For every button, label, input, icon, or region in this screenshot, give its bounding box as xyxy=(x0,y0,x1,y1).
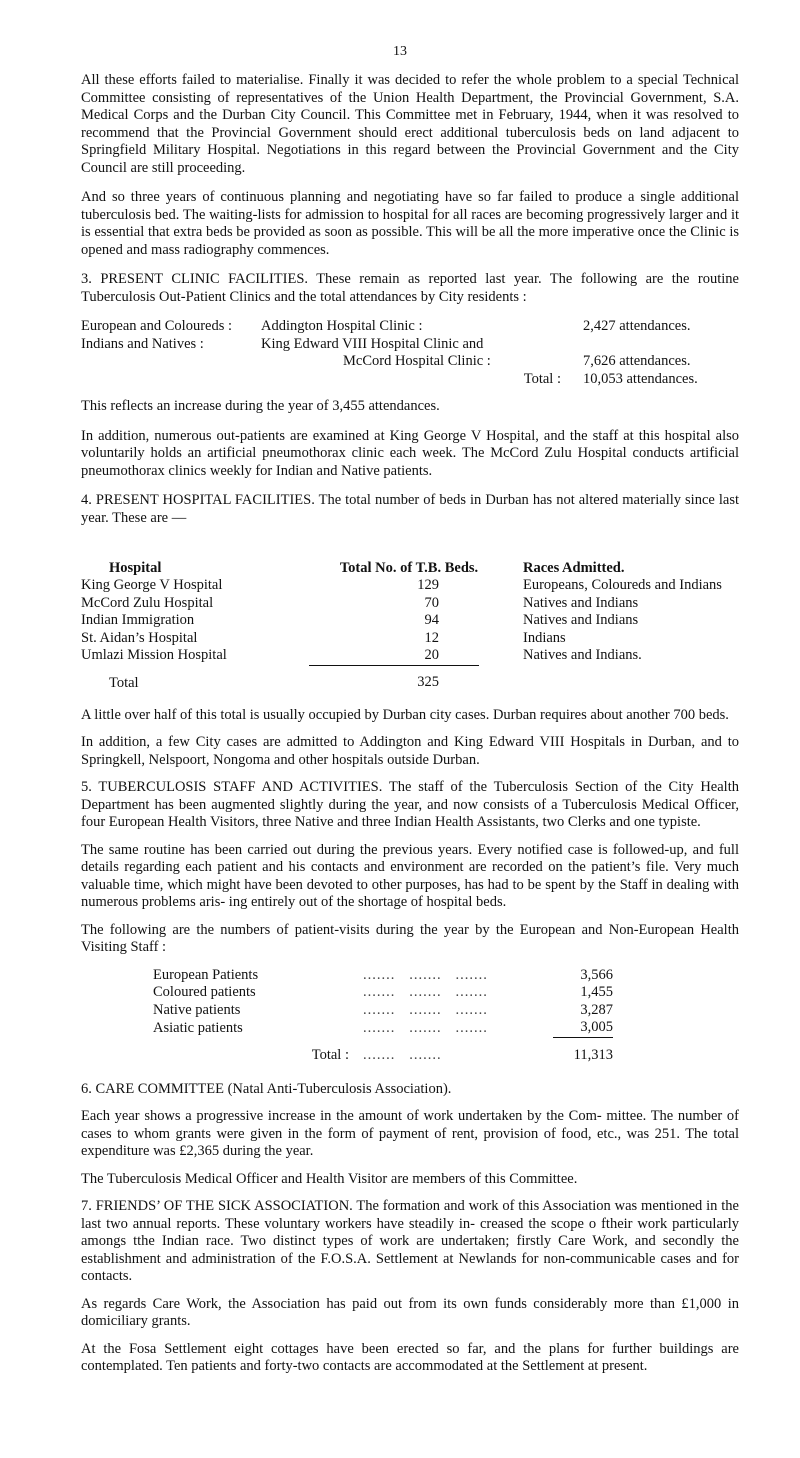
table-row: Coloured patients ....... ....... ....... 1,455 xyxy=(153,984,613,1001)
table-row: Asiatic patients ....... ....... ....... 3,005 xyxy=(153,1019,613,1036)
visit-label: Native patients xyxy=(153,1001,241,1018)
hospital-beds-table xyxy=(81,541,761,693)
table-row xyxy=(81,630,761,648)
att-value: 7,626 attendances. xyxy=(583,353,691,369)
col-header-hospital: Hospital xyxy=(109,560,162,576)
paragraph-out-patients: In addition, numerous out-patients are examined at King George V Hospital, and the staff at this hospital also voluntarily holds an artificial pneumothorax clinic each week. The McCord Zulu Hospital conducts artificial pneumothorax clinics weekly for Indian and Native patients. xyxy=(81,427,739,479)
visits-total-value: 11,313 xyxy=(553,1037,613,1065)
patient-visits-table xyxy=(153,967,613,1065)
table-row: European Patients ....... ....... ....... 3,566 xyxy=(153,966,613,983)
visit-value: 3,287 xyxy=(580,1001,613,1018)
visit-label: Coloured patients xyxy=(153,984,256,1001)
hospital-beds: 12 xyxy=(424,629,439,646)
att-total-label: Total : xyxy=(523,370,561,387)
hospital-name: McCord Zulu Hospital xyxy=(81,594,214,611)
table-total-row xyxy=(81,665,761,693)
paragraph-care-members: The Tuberculosis Medical Officer and Health Visitor are members of this Committee. xyxy=(81,1170,578,1187)
page-number: 13 xyxy=(393,44,407,59)
visits-total-label: Total : xyxy=(311,1047,349,1064)
paragraph-technical-committee: All these efforts failed to materialise. Finally it was decided to refer the whole problem to a special Technical Committee consisting of representatives of the Union Health Department, the Provincial Government, S.A. Medical Corps and the Durban City Council. This Committee met in February, 1944, when it was resolved to recommend that the Provincial Government should erect additional tuberculosis beds on land adjacent to Springfield Military Hospital. Negotiations in this regard between the Provincial Government and the City Council are still proceeding. xyxy=(81,72,739,176)
table-row xyxy=(81,647,761,665)
paragraph-patient-visits-intro: The following are the numbers of patient-visits during the year by the European and Non-European Health Visiting Staff : xyxy=(81,921,739,955)
att-clinic: Addington Hospital Clinic : xyxy=(261,318,423,334)
hospital-beds: 20 xyxy=(424,647,439,663)
paragraph-other-hospitals: In addition, a few City cases are admitted to Addington and King Edward VIII Hospitals in Durban, and to Springkell, Nelspoort, Nongoma and other hospitals outside Durban. xyxy=(81,734,739,768)
hospital-total-beds: 325 xyxy=(309,665,479,693)
att-group: Indians and Natives : xyxy=(81,335,204,352)
visit-value: 1,455 xyxy=(580,984,613,1001)
hospital-races: Natives and Indians. xyxy=(523,647,642,663)
col-header-beds: Total No. of T.B. Beds. xyxy=(339,560,479,576)
hospital-races: Indians xyxy=(523,629,566,646)
hospital-beds: 129 xyxy=(417,577,439,593)
paragraph-planning: And so three years of continuous planning and negotiating have so far failed to produce a single additional tuberculosis bed. The waiting-lists for admission to hospital for all races are becoming progressively larger and it is essential that extra beds be provided as soon as possible. This will be all the more imperative once the Clinic is opened and mass radiography commences. xyxy=(81,189,739,258)
hospital-races: Natives and Indians xyxy=(523,612,639,628)
visit-value: 3,005 xyxy=(580,1019,613,1036)
paragraph-fosa: At the Fosa Settlement eight cottages have been erected so far, and the plans for further buildings are contemplated. Ten patients and forty-two contacts are accommodated at the Settlement at present. xyxy=(81,1340,739,1374)
paragraph-care-committee: 6. CARE COMMITTEE (Natal Anti-Tuberculosis Association). xyxy=(81,1080,452,1097)
att-clinic: McCord Hospital Clinic : xyxy=(343,353,491,369)
paragraph-routine: The same routine has been carried out during the previous years. Every notified case is followed-up, and full details regarding each patient and his contacts and environment are recorded on the patient’s file. Very much valuable time, which might have been devoted to other purposes, has had to be spent by the Staff in dealing with numerous problems aris- ing entirely out of the shortage of hospital beds. xyxy=(81,841,739,910)
hospital-races: Europeans, Coloureds and Indians xyxy=(523,577,722,593)
hospital-name: St. Aidan’s Hospital xyxy=(81,629,198,646)
hospital-beds: 94 xyxy=(424,612,439,628)
visit-value: 3,566 xyxy=(580,966,613,983)
hospital-total-label: Total xyxy=(109,675,139,691)
paragraph-care-grants: As regards Care Work, the Association has paid out from its own funds considerably more than £1,000 in domiciliary grants. xyxy=(81,1295,739,1329)
att-total-value: 10,053 attendances. xyxy=(583,370,698,387)
hospital-name: Umlazi Mission Hospital xyxy=(81,647,227,663)
paragraph-occupancy: A little over half of this total is usually occupied by Durban city cases. Durban requires about another 700 beds. xyxy=(81,706,729,723)
hospital-name: Indian Immigration xyxy=(81,612,195,628)
paragraph-care-work: Each year shows a progressive increase in the amount of work undertaken by the Com- mittee. The number of cases to whom grants were given in the form of payment of rent, provision of food, etc., was 251. The total expenditure was £2,365 during the year. xyxy=(81,1108,739,1159)
table-total-row: Total : ....... ....... 11,313 xyxy=(153,1037,613,1065)
att-clinic: King Edward VIII Hospital Clinic and xyxy=(261,335,484,352)
paragraph-increase: This reflects an increase during the year of 3,455 attendances. xyxy=(81,398,440,414)
att-group: European and Coloureds : xyxy=(81,318,233,334)
table-row xyxy=(81,612,761,630)
visit-label: Asiatic patients xyxy=(153,1019,243,1036)
attendance-table xyxy=(81,318,698,388)
table-row xyxy=(81,595,761,613)
hospital-beds: 70 xyxy=(424,594,439,611)
att-value: 2,427 attendances. xyxy=(583,318,691,334)
paragraph-staff: 5. TUBERCULOSIS STAFF AND ACTIVITIES. The staff of the Tuberculosis Section of the City Health Department has been augmented slightly during the year, and now consists of a Tuberculosis Medical Officer, four European Health Visitors, three Native and three Indian Health Assistants, two Clerks and one typiste. xyxy=(81,779,739,830)
table-row: Native patients ....... ....... ....... 3,287 xyxy=(153,1001,613,1018)
hospital-name: King George V Hospital xyxy=(81,577,223,593)
paragraph-clinic-facilities: 3. PRESENT CLINIC FACILITIES. These remain as reported last year. The following are the routine Tuberculosis Out-Patient Clinics and the total attendances by City residents : xyxy=(81,271,739,305)
paragraph-friends: 7. FRIENDS’ OF THE SICK ASSOCIATION. The formation and work of this Association was mentioned in the last two annual reports. These voluntary workers have steadily in- creased the scope o ftheir work particularly amongs tthe Indian race. Two distinct types of work are undertaken; firstly Care Work, and secondly the establishment and administration of the F.O.S.A. Settlement at Newlands for non-communicable cases and for contacts. xyxy=(81,1198,739,1284)
visit-label: European Patients xyxy=(153,966,259,983)
col-header-races: Races Admitted. xyxy=(523,560,625,576)
table-row xyxy=(81,577,761,595)
hospital-races: Natives and Indians xyxy=(523,594,639,611)
paragraph-hospital-facilities: 4. PRESENT HOSPITAL FACILITIES. The total number of beds in Durban has not altered materially since last year. These are — xyxy=(81,492,739,526)
